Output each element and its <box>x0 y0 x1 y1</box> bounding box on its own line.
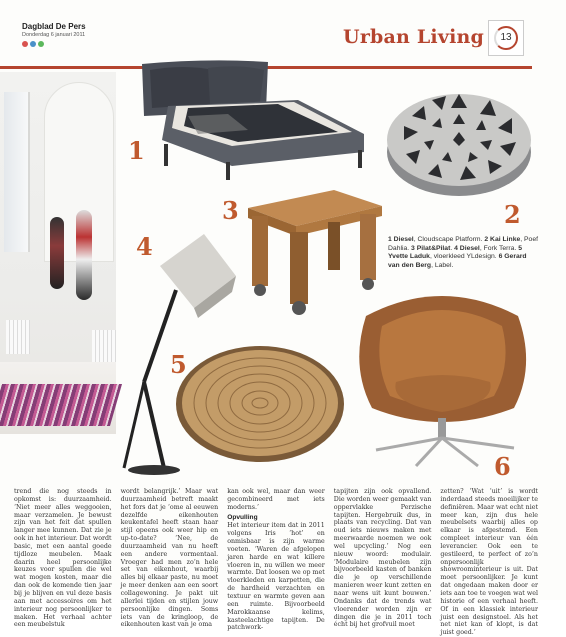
caption-brand-2: Kai Linke <box>490 236 521 243</box>
product-caption <box>388 236 538 270</box>
caption-num-4: 4 <box>454 244 458 252</box>
brand-dot-green <box>38 41 44 47</box>
radiator-left <box>6 320 30 354</box>
caption-text-3: . <box>450 244 455 252</box>
page-number-box <box>488 20 524 56</box>
brand-dots <box>22 41 44 47</box>
article-column-1 <box>14 488 112 629</box>
product-number-6: 6 <box>494 452 511 481</box>
interior-photo <box>0 72 116 434</box>
caption-text-1: , Cloudscape Platform. <box>413 236 485 243</box>
article-column-2 <box>120 488 219 629</box>
leather-lounge-chair-image <box>346 286 538 472</box>
article-column-5 <box>440 488 538 637</box>
caption-brand-4: Diesel <box>459 244 480 252</box>
product-number-3: 3 <box>222 196 239 225</box>
caption-num-1: 1 <box>388 236 392 243</box>
product-number-2: 2 <box>504 200 521 229</box>
skateboard-red <box>76 210 92 300</box>
caption-brand-1: Diesel <box>393 236 414 243</box>
caption-num-6: 6 <box>498 253 503 261</box>
page-header <box>0 0 566 62</box>
cloudscape-platform-image <box>382 78 536 206</box>
product-number-4: 4 <box>136 232 153 261</box>
section-title: Urban Living <box>343 26 484 48</box>
article-paragraph: trend die nog steeds in opkomst is: duurzaamheid. ‘Niet meer alles weggooien, maar verzamelen. Je bewust zijn van het feit dat spullen langer mee kunnen. Dat zie je ook in het interieur. Dat wordt basic, met een aantal goede tijdloze meubelen. Maak daarin heel persoonlijke keuzes voor spullen die wel wat mogen kosten, maar die dan ook de komende tien jaar bij je blijven en vul deze basis aan met accessoires om het interieur nog persoonlijker te maken. Het verhaal achter een meubelstuk <box>14 488 112 629</box>
caption-num-5: 5 <box>518 244 523 252</box>
product-number-1: 1 <box>128 136 145 165</box>
product-number-5: 5 <box>170 350 187 379</box>
article-column-4 <box>333 488 432 629</box>
caption-text-2: , Poef Dahlia. <box>388 236 539 252</box>
article-body <box>14 488 538 637</box>
skateboard-dark <box>50 217 64 289</box>
brand-dot-blue <box>30 41 36 47</box>
window-shape <box>4 92 30 252</box>
caption-brand-6: Gerard van den Berg <box>388 253 527 269</box>
caption-num-2: 2 <box>484 236 489 243</box>
kilim-rug <box>0 384 122 426</box>
article-subheading: Opvulling <box>227 513 258 521</box>
article-column-3 <box>227 488 325 632</box>
bed-image <box>128 56 376 184</box>
caption-text-4: , Fork Terra. <box>479 244 519 252</box>
article-paragraph: Het interieur item dat in 2011 volgens Iris ‘hot’ en onmisbaar is zijn warme voeten. ‘Waren de afgelopen jaren harde en wat killere vloeren in, nu willen we meer warmte. Dat loosen we op met vloerkleden en karpetten, die de hardheid verzachten en textuur en warmte geven aan een ruimte. Bijvoorbeeld Marokkaanse kelims, kasteelachtige tapijten. De patchwork- <box>227 522 325 632</box>
article-paragraph: tapijten zijn ook opvallend. Die worden weer gemaakt van oppervlakke Perzische tapijten. Hergebruik dus, in plaats van recycling. Dat van oud iets nieuws maken met meerwaarde noemen we ook wel upcycling.’ Nog een nieuw woord: modulair. ‘Modulaire meubelen zijn bijvoorbeeld kasten of banken die je op verschillende manieren weer kunt zetten en naar wens uit kunt bouwen.’ Ondanks dat de trends wat vloerender worden zijn er dingen die je in 2011 toch écht bij het grofvuil moet <box>333 488 432 629</box>
brand-dot-red <box>22 41 28 47</box>
article-paragraph: zetten? ‘Wat ‘uit’ is wordt inderdaad steeds moeilijker te definiëren. Maar wat echt niet meer kan, zijn dus hele meubelsets waarbij alles op elkaar is afgestemd. Een compleet interieur van één leverancier. Ook een te gestileerd, te perfect of zo’n onpersoonlijk showroominterieur is uit. Dat moet persoonlijker. Je kunt dat ongedaan maken door er iets aan toe te voegen wat wel historie of een verhaal heeft. Of in een klassiek interieur juist een designstoel. Als het net niet kan of klopt, is dat juist goed.’ <box>440 488 538 637</box>
publication-name: Dagblad De Pers <box>22 22 86 31</box>
article-paragraph: wordt belangrijk.’ Maar wat duurzaamheid betreft maakt het fors dat je ‘ome al eeuwen dezelfde eikenhouten keukentafel heeft staan haar stijl opeens ook weer hip en up-to-date? ‘Nee, de duurzaamheid van nu heeft een andere vormentaal. Vroeger had men zo’n hele set van eikenhout, waarbij alles bij elkaar paste, nu moet je meer denken aan een soort collagewoning. Je pakt uit allerlei tijden en stijlen jouw persoonlijke dingen. Soms iets van de kringloop, de eikenhouten kast van je oma <box>120 488 219 629</box>
tree-trunk-rug-image <box>174 342 346 464</box>
article-paragraph: kan ook wel, maar dan weer gecombineerd met iets moderns.’ <box>227 488 325 511</box>
issue-date: Donderdag 6 januari 2011 <box>22 32 86 38</box>
page-number: 13 <box>494 26 518 50</box>
caption-brand-3: Pilat&Pilat <box>416 244 451 252</box>
caption-text-5: , vloerkleed YLdesign. <box>429 253 499 261</box>
caption-brand-5: Yvette Laduk <box>388 253 430 261</box>
caption-num-3: 3 <box>411 244 415 252</box>
caption-text-6: , Label. <box>431 261 454 269</box>
